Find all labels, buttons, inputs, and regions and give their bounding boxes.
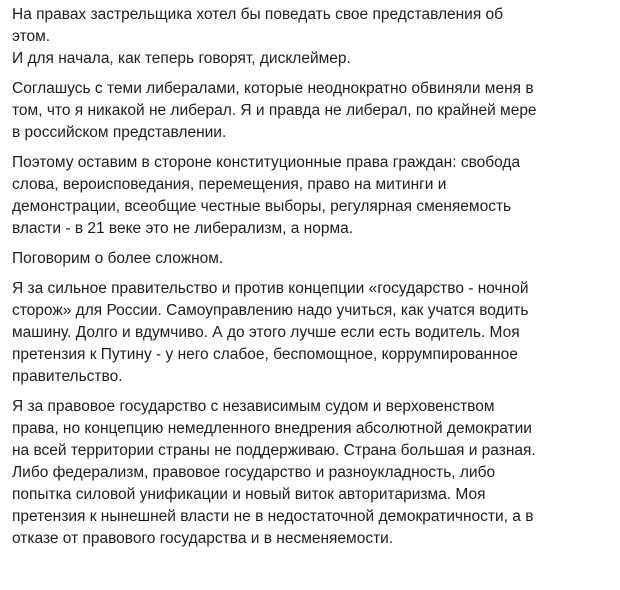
paragraph-intro: На правах застрельщика хотел бы поведать свое представления об этом. И для начала, как теперь говорят, дисклеймер. <box>12 6 504 67</box>
paragraph-strong-government: Я за сильное правительство и против концепции «государство - ночной сторож» для России. Самоуправлению надо учиться, как учатся водить машину. Долго и вдумчиво. А до этого лучше если есть водитель. Моя претензия к Путину - у него слабое, беспомощное, коррумпированное правительство. <box>12 280 529 385</box>
paragraph-rule-of-law: Я за правовое государство с независимым судом и верховенством права, но концепцию немедленного внедрения абсолютной демократии на всей территории страны не поддерживаю. Страна большая и разная. Либо федерализм, правовое государство и разноукладность, либо попытка силовой унификации и новый виток авторитаризма. Моя претензия к нынешней власти не в недостаточной демократичности, а в отказе от правового государства и в несменяемости. <box>12 398 536 547</box>
paragraph-constitutional-rights: Поэтому оставим в стороне конституционные права граждан: свобода слова, вероисповедания, перемещения, право на митинги и демонстрации, всеобщие честные выборы, регулярная сменяемость власти - в 21 веке это не либерализм, а норма. <box>12 154 521 237</box>
paragraph-complex-topic: Поговорим о более сложном. <box>12 250 224 267</box>
post-body <box>12 4 612 558</box>
paragraph-not-liberal: Соглашусь с теми либералами, которые неоднократно обвиняли меня в том, что я никакой не либерал. Я и правда не либерал, по крайней мере в российском представлении. <box>12 80 537 141</box>
